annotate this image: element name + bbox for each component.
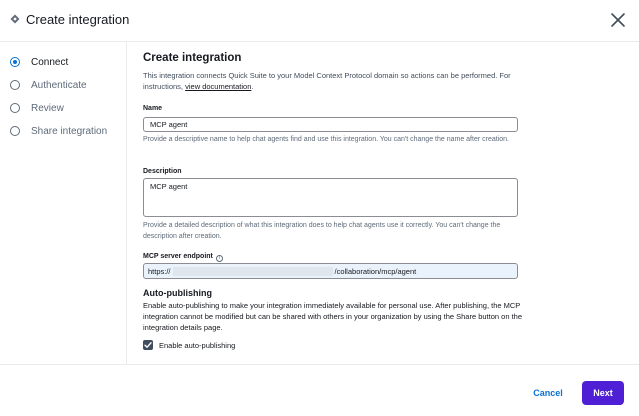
description-textarea[interactable]: MCP agent [143, 178, 518, 217]
description-hint: Provide a detailed description of what this integration does to help chat agents use it correctly. You can't change the description after creation. [143, 222, 501, 240]
wizard-steps [0, 42, 127, 364]
cancel-button[interactable]: Cancel [526, 383, 570, 403]
intro-body: This integration connects Quick Suite to your Model Context Protocol domain so actions can be performed. For instructions, [143, 71, 511, 91]
redacted-region [173, 267, 333, 276]
step-label: Authenticate [31, 79, 87, 91]
step-circle-icon [10, 103, 20, 113]
step-active-icon [10, 57, 20, 67]
step-connect[interactable] [10, 54, 68, 70]
step-review[interactable] [10, 100, 64, 116]
view-documentation-link[interactable]: view documentation [185, 82, 252, 91]
checkmark-icon [144, 341, 152, 349]
info-icon[interactable]: i [216, 255, 223, 262]
step-label: Share integration [31, 125, 108, 137]
endpoint-prefix: https:// [148, 267, 171, 276]
step-label: Review [31, 102, 64, 114]
step-share-integration[interactable] [10, 123, 107, 139]
auto-publishing-description: Enable auto-publishing to make your integration immediately available for personal use. After publishing, the MCP integration cannot be modified but can be shared with others in your organization by using the Share button on the integration details page. [143, 301, 522, 332]
next-button[interactable]: Next [582, 381, 624, 405]
endpoint-suffix: /collaboration/mcp/agent [334, 267, 417, 276]
modal-title: Create integration [26, 12, 130, 27]
auto-publishing-checkbox[interactable] [143, 340, 153, 350]
close-icon[interactable] [608, 10, 628, 30]
integration-icon [10, 14, 20, 24]
step-circle-icon [10, 126, 20, 136]
modal-footer [0, 364, 639, 416]
name-input[interactable]: MCP agent [143, 117, 518, 132]
auto-publishing-title: Auto-publishing [143, 288, 212, 298]
name-label: Name [143, 105, 163, 112]
auto-publishing-option[interactable] [143, 340, 235, 350]
name-hint: Provide a descriptive name to help chat agents find and use this integration. You can't change the name after creation. [143, 136, 509, 143]
description-label: Description [143, 168, 182, 175]
section-title: Create integration [143, 52, 242, 64]
step-circle-icon [10, 80, 20, 90]
endpoint-input[interactable] [143, 263, 518, 279]
endpoint-label [143, 253, 223, 262]
step-label: Connect [31, 56, 69, 68]
step-authenticate[interactable] [10, 77, 87, 93]
intro-text [143, 70, 523, 92]
modal-header [0, 0, 639, 42]
endpoint-label-text: MCP server endpoint [143, 253, 213, 260]
auto-publishing-checkbox-label: Enable auto-publishing [159, 340, 236, 350]
intro-end: . [251, 82, 254, 91]
